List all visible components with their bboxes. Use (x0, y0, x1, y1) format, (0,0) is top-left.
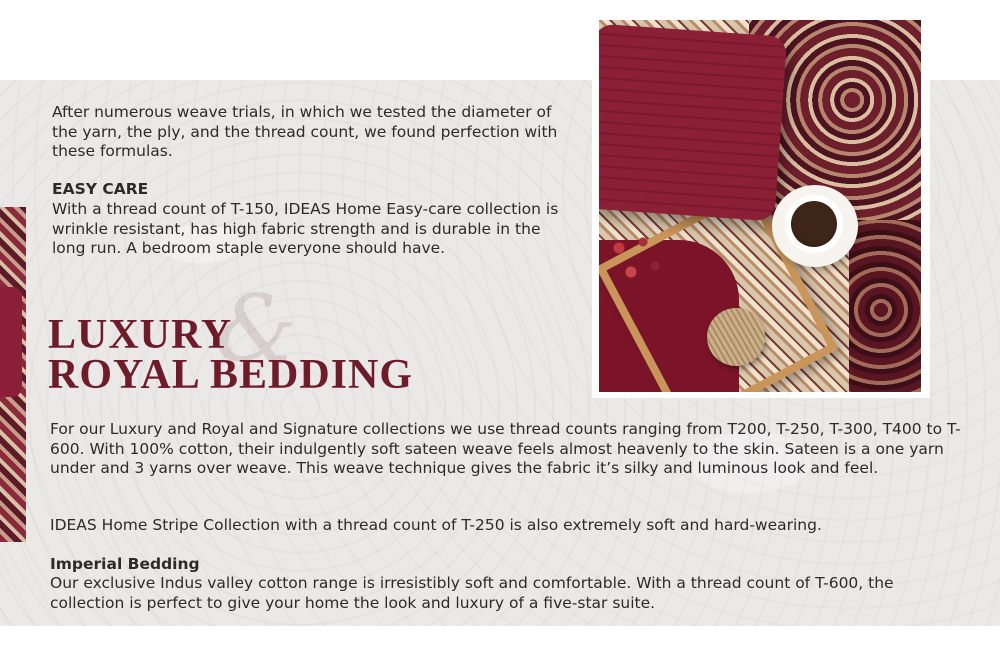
bedding-photo-frame (592, 14, 930, 398)
easy-care-paragraph: With a thread count of T-150, IDEAS Home Easy-care collection is wrinkle resistant, has high fabric strength and is durable in the long run. A bedroom staple everyone should have. (52, 200, 559, 257)
luxury-title: LUXURY (48, 312, 233, 358)
royal-bedding-title: ROYAL BEDDING (48, 352, 414, 398)
maroon-pillow (599, 24, 787, 222)
easy-care-heading: EASY CARE (52, 180, 149, 198)
bedding-photo (599, 20, 921, 392)
coffee (791, 201, 837, 247)
intro-paragraph: After numerous weave trials, in which we tested the diameter of the yarn, the ply, and the thread count, we found perfection with these formulas. (52, 103, 558, 160)
yarn-ball (707, 308, 765, 366)
dried-flowers (607, 230, 667, 290)
bedding-photo-edge (0, 207, 26, 542)
imperial-bedding-heading: Imperial Bedding (50, 555, 200, 573)
imperial-bedding-paragraph: Our exclusive Indus valley cotton range is irresistibly soft and comfortable. With a thread count of T-600, the collection is perfect to give your home the look and luxury of a five-star suite. (50, 574, 894, 612)
quilt-pattern-lower (849, 220, 921, 392)
luxury-paragraph: For our Luxury and Royal and Signature collections we use thread counts ranging from T200, T-250, T-300, T400 to T-600. With 100% cotton, their indulgently soft sateen weave feels almost heavenly to the skin. Sateen is a one yarn under and 3 yarns over weave. This weave technique gives the fabric it’s silky and luminous look and feel. (50, 420, 961, 477)
stripe-paragraph: IDEAS Home Stripe Collection with a thread count of T-250 is also extremely soft and hard-wearing. (50, 516, 822, 534)
cushion-edge (0, 287, 22, 397)
ampersand-decoration: & (215, 275, 297, 382)
